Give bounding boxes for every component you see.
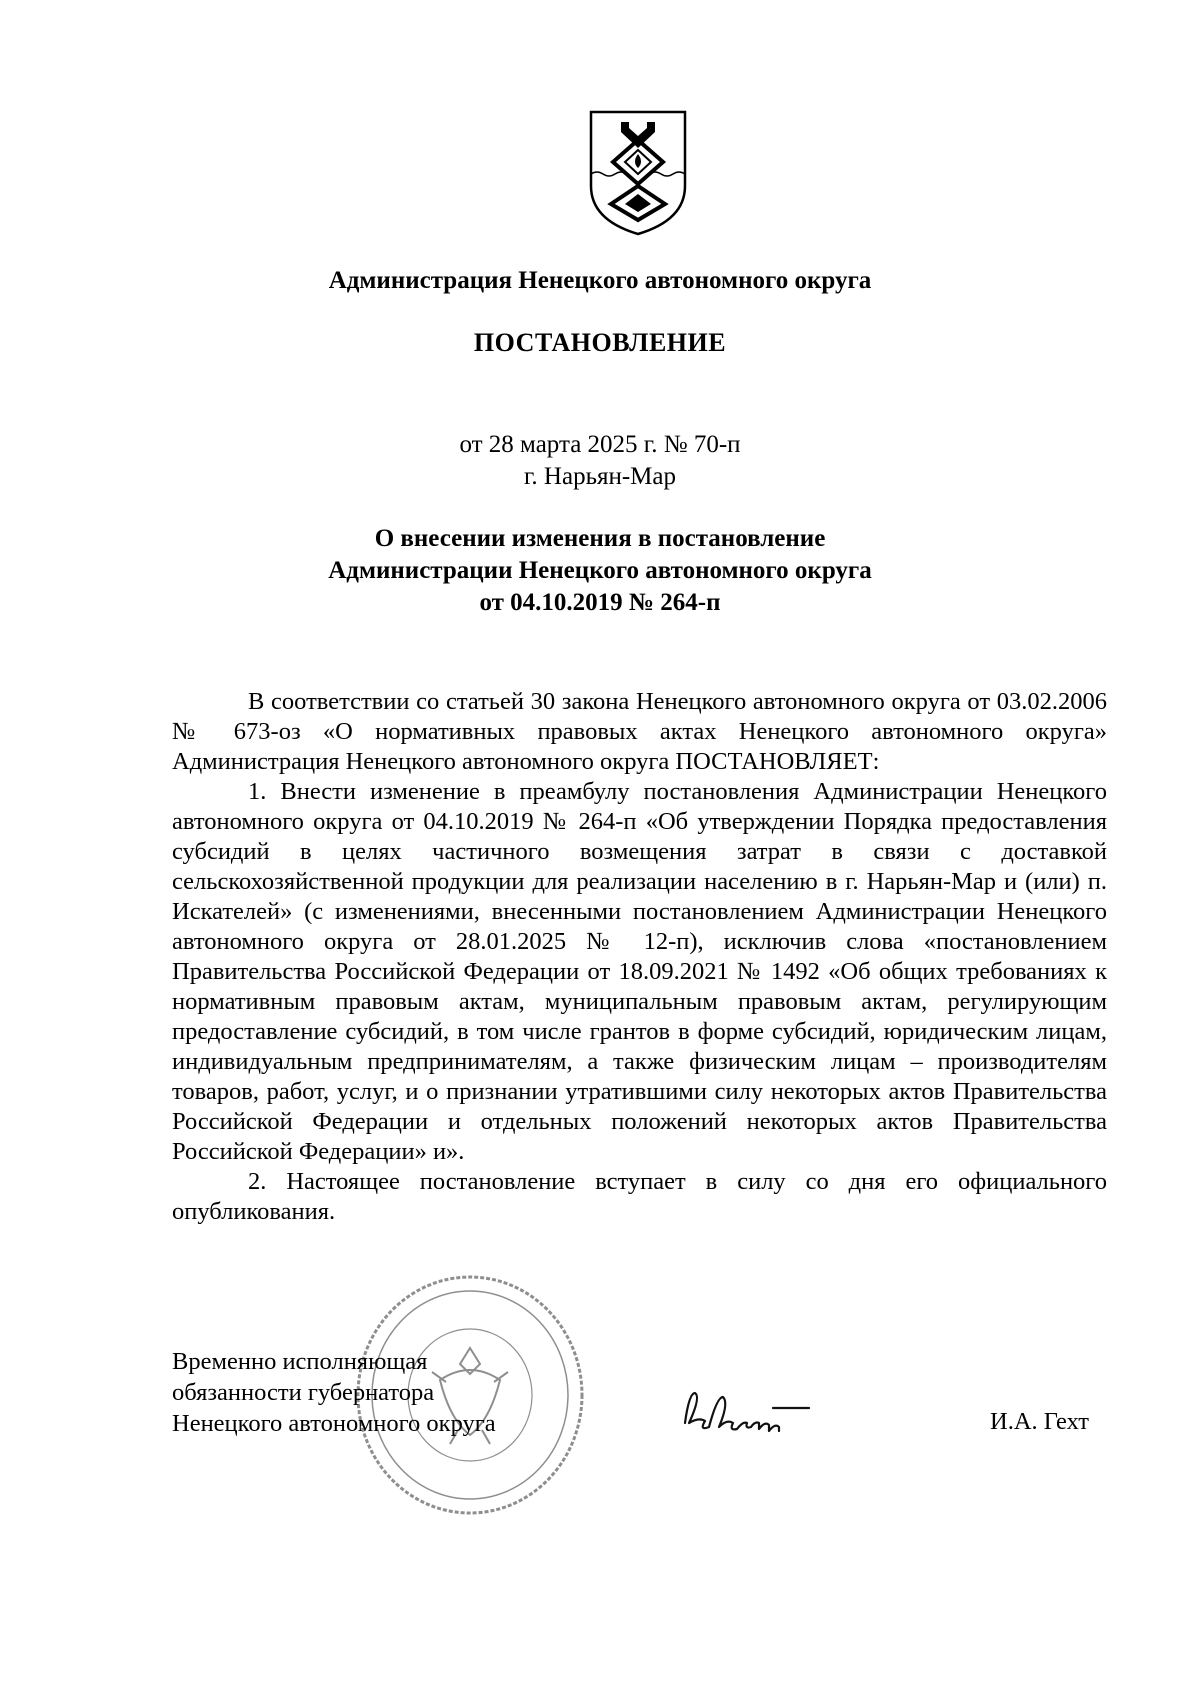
nenets-coat-of-arms-icon — [587, 108, 689, 238]
document-subject — [0, 523, 1200, 619]
signer-position-line-3: Ненецкого автономного округа — [172, 1410, 496, 1437]
document-date-number: от 28 марта 2025 г. № 70-п — [459, 431, 741, 458]
organization-title: Администрация Ненецкого автономного округа — [328, 267, 872, 294]
item-1-paragraph: 1. Внести изменение в преамбулу постановления Администрации Ненецкого автономного округа от 04.10.2019 № 264-п «Об утверждении Порядка предоставления субсидий в целях частичного возмещения затрат в связи с доставкой сельскохозяйственной продукции для реализации населению в г. Нарьян-Мар и (или) п. Искателей» (с изменениями, внесенными постановлением Администрации Ненецкого автономного округа от 28.01.2025 № 12-п), исключив слова «постановлением Правительства Российской Федерации от 18.09.2021 № 1492 «Об общих требованиях к нормативным правовым актам, муниципальным правовым актам, регулирующим предоставление субсидий, в том числе грантов в форме субсидий, юридическим лицам, индивидуальным предпринимателям, а также физическим лицам – производителям товаров, работ, услуг, и о признании утратившими силу некоторых актов Правительства Российской Федерации и отдельных положений некоторых актов Правительства Российской Федерации» и». — [172, 778, 1107, 1165]
signer-position-line-1: Временно исполняющая — [172, 1348, 428, 1375]
subject-line-2: Администрации Ненецкого автономного округа — [328, 557, 872, 584]
signer-name: И.А. Гехт — [990, 1408, 1089, 1435]
subject-line-1: О внесении изменения в постановление — [374, 525, 826, 552]
document-body — [172, 687, 1107, 1227]
handwritten-signature-icon — [675, 1378, 835, 1448]
document-city: г. Нарьян-Мар — [523, 463, 676, 490]
signer-position-line-2: обязанности губернатора — [172, 1379, 435, 1406]
preamble-paragraph: В соответствии со статьей 30 закона Ненецкого автономного округа от 03.02.2006 № 673-оз «О нормативных правовых актах Ненецкого автономного округа» Администрация Ненецкого автономного округа ПОСТАНОВЛЯЕТ: — [172, 688, 1107, 775]
signer-position — [172, 1346, 532, 1439]
item-2-paragraph: 2. Настоящее постановление вступает в силу со дня его официального опубликования. — [172, 1168, 1107, 1225]
document-type: ПОСТАНОВЛЕНИЕ — [473, 328, 727, 357]
subject-line-3: от 04.10.2019 № 264-п — [479, 589, 721, 616]
